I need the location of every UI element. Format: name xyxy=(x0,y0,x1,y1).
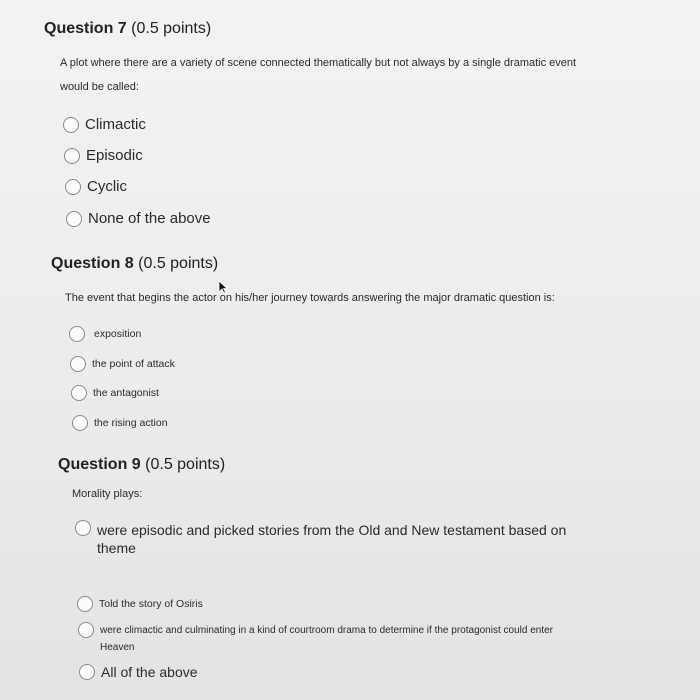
radio-button[interactable] xyxy=(72,415,88,431)
radio-button[interactable] xyxy=(65,179,81,195)
option-label: None of the above xyxy=(88,210,211,227)
option-label: the rising action xyxy=(94,417,168,429)
radio-button[interactable] xyxy=(64,148,80,164)
question-8-number: Question 8 xyxy=(51,255,134,272)
option-label xyxy=(97,521,566,557)
question-7-text-line-2: would be called: xyxy=(60,81,139,93)
question-8-heading xyxy=(51,255,671,273)
question-9-option-3[interactable] xyxy=(78,622,553,656)
question-8-text: The event that begins the actor on his/her journey towards answering the major dramatic question is: xyxy=(65,292,555,304)
question-7 xyxy=(44,20,664,38)
question-8-option-1[interactable] xyxy=(69,326,141,342)
question-7-heading xyxy=(44,20,664,38)
question-7-text xyxy=(60,51,680,99)
radio-button[interactable] xyxy=(78,622,94,638)
radio-button[interactable] xyxy=(71,385,87,401)
question-9-text: Morality plays: xyxy=(72,488,143,500)
option-label-line-2: theme xyxy=(97,540,136,556)
option-label: Episodic xyxy=(86,147,143,164)
radio-button[interactable] xyxy=(63,117,79,133)
question-7-option-3[interactable] xyxy=(65,179,127,195)
question-8-option-4[interactable] xyxy=(72,415,168,431)
question-8-points: (0.5 points) xyxy=(138,255,219,272)
question-7-points: (0.5 points) xyxy=(131,20,212,37)
option-label-line-1: were climactic and culminating in a kind of courtroom drama to determine if the protagonist could enter xyxy=(100,625,554,636)
option-label: Climactic xyxy=(85,116,146,133)
question-7-option-2[interactable] xyxy=(64,148,143,164)
radio-button[interactable] xyxy=(79,664,95,680)
question-8-option-3[interactable] xyxy=(71,385,159,401)
option-label xyxy=(100,622,553,656)
option-label: the antagonist xyxy=(93,387,159,399)
question-9-heading xyxy=(58,456,678,474)
question-9-option-4[interactable] xyxy=(79,664,198,680)
question-7-option-1[interactable] xyxy=(63,117,146,133)
option-label: exposition xyxy=(94,328,142,340)
radio-button[interactable] xyxy=(69,326,85,342)
option-label-line-1: were episodic and picked stories from the Old and New testament based on xyxy=(97,522,567,538)
question-9-points: (0.5 points) xyxy=(145,456,226,473)
question-9 xyxy=(58,456,678,474)
question-9-option-2[interactable] xyxy=(77,596,203,612)
question-8 xyxy=(51,255,671,273)
question-9-option-1[interactable] xyxy=(75,520,566,557)
option-label: All of the above xyxy=(101,664,198,680)
question-9-number: Question 9 xyxy=(58,456,141,473)
option-label: the point of attack xyxy=(92,358,175,370)
radio-button[interactable] xyxy=(77,596,93,612)
question-7-text-line-1: A plot where there are a variety of scene connected thematically but not always by a single dramatic event xyxy=(60,57,577,69)
option-label: Told the story of Osiris xyxy=(99,598,203,610)
radio-button[interactable] xyxy=(70,356,86,372)
radio-button[interactable] xyxy=(66,211,82,227)
option-label-line-2: Heaven xyxy=(100,642,135,653)
question-7-option-4[interactable] xyxy=(66,211,211,227)
question-7-number: Question 7 xyxy=(44,20,127,37)
radio-button[interactable] xyxy=(75,520,91,536)
mouse-pointer-icon xyxy=(218,280,228,294)
question-8-option-2[interactable] xyxy=(70,356,175,372)
option-label: Cyclic xyxy=(87,178,127,195)
